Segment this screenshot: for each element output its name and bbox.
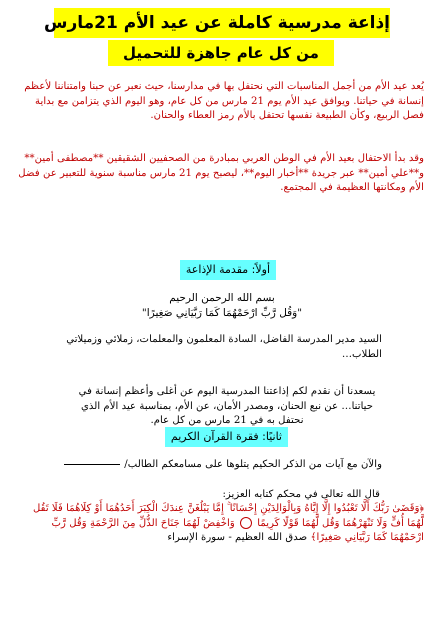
section1-heading: أولاً: مقدمة الإذاعة	[180, 260, 276, 280]
verse-end-circle-icon	[240, 517, 252, 529]
intro-verse: "وَقُل رَّبِّ ارْحَمْهُمَا كَمَا رَبَّيَانِي صَغِيرًا"	[141, 307, 303, 319]
quran-verse-end: وَاخْفِضْ لَهُمَا جَنَاحَ الذُّلِّ مِنَ الرَّحْمَةِ وَقُل رَّبِّ ارْحَمْهُمَا كَمَا رَبَّيَانِي صَغِيرًا﴾	[51, 517, 424, 544]
intro-paragraph-1: يُعد عيد الأم من أجمل المناسبات التي نحتفل بها في مدارسنا، حيث نعبر عن حبنا وامتناننا لأعظم إنسانة في حياتنا. ويوافق عيد الأم يوم 21 مارس من كل عام، وهو اليوم الذي يتزامن مع بداية فصل الربيع، وكأن الطبيعة نفسها تحتفل بالأم رمز العطاء والحنان.	[24, 81, 424, 122]
section2-intro-text: والآن مع آيات من الذكر الحكيم يتلوها على مسامعكم الطالب/	[124, 459, 382, 470]
quran-intro: قال الله تعالى في محكم كتابه العزيز:	[222, 489, 380, 500]
quran-verse-block	[20, 502, 424, 546]
greeting-paragraph: السيد مدير المدرسة الفاضل، السادة المعلمون والمعلمات، زملائي وزميلاتي الطلاب…	[66, 334, 382, 360]
welcome-paragraph: يسعدنا أن نقدم لكم إذاعتنا المدرسية اليوم عن أغلى وأعظم إنسانة في حياتنا… عن نبع الحنان، ومصدر الأمان، عن الأم، بمناسبة عيد الأم الذي نحتفل به في 21 مارس من كل عام.	[78, 386, 376, 426]
intro-paragraph-2: وقد بدأ الاحتفال بعيد الأم في الوطن العربي بمبادرة من الصحفيين الشقيقين **مصطفى أمين** و**علي أمين** عبر جريدة **أخبار اليوم**، ليصبح يوم 21 مارس مناسبة سنوية للتعبير عن فضل الأم ومكانتها العظيمة في المجتمع.	[18, 153, 424, 194]
quran-verse: ﴿وَقَضَىٰ رَبُّكَ أَلَّا تَعْبُدُوا إِلَّا إِيَّاهُ وَبِالْوَالِدَيْنِ إِحْسَانًا ۚ إِمَّا يَبْلُغَنَّ عِندَكَ الْكِبَرَ أَحَدُهُمَا أَوْ كِلَاهُمَا فَلَا تَقُل لَّهُمَا أُفٍّ وَلَا تَنْهَرْهُمَا وَقُل لَّهُمَا قَوْلًا كَرِيمًا	[32, 503, 424, 529]
section2-heading: ثانيًا: فقرة القرآن الكريم	[165, 427, 288, 447]
quran-source: صدق الله العظيم - سورة الإسراء	[167, 532, 308, 544]
main-title: إذاعة مدرسية كاملة عن عيد الأم 21مارس	[54, 8, 390, 38]
section2-intro	[52, 458, 382, 473]
name-blank-line	[64, 464, 120, 465]
basmala: بسم الله الرحمن الرحيم	[169, 292, 275, 304]
subtitle: من كل عام جاهزة للتحميل	[108, 40, 334, 66]
